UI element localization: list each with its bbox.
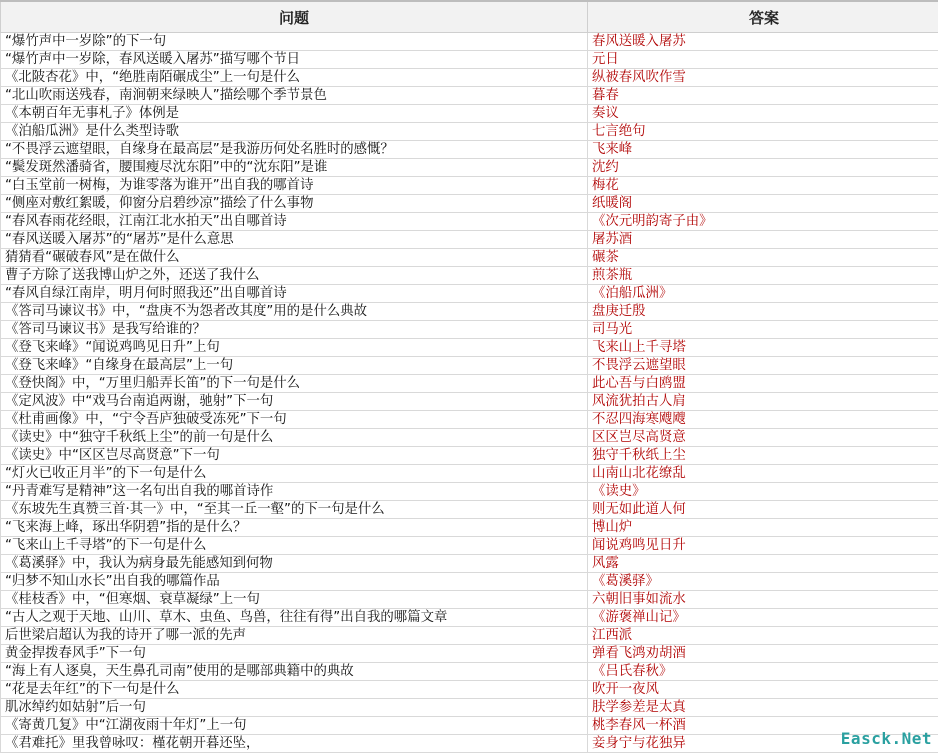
table-row xyxy=(1,87,938,105)
answer-cell[interactable]: 桃李春风一杯酒 xyxy=(588,717,938,735)
question-cell[interactable]: “爆竹声中一岁除”的下一句 xyxy=(1,33,588,51)
question-cell[interactable]: “爆竹声中一岁除，春风送暖入屠苏”描写哪个节日 xyxy=(1,51,588,69)
table-row xyxy=(1,681,938,699)
table-row xyxy=(1,447,938,465)
answer-cell[interactable]: 《游褒禅山记》 xyxy=(588,609,938,627)
question-cell[interactable]: 肌冰绰约如姑射”后一句 xyxy=(1,699,588,717)
question-cell[interactable]: 《登飞来峰》“自缘身在最高层”上一句 xyxy=(1,357,588,375)
table-row xyxy=(1,663,938,681)
answer-cell[interactable]: 暮春 xyxy=(588,87,938,105)
answer-cell[interactable]: 博山炉 xyxy=(588,519,938,537)
table-row xyxy=(1,105,938,123)
table-row xyxy=(1,717,938,735)
table-row xyxy=(1,735,938,753)
column-header-question[interactable]: 问题 xyxy=(1,1,588,33)
table-row xyxy=(1,267,938,285)
question-cell[interactable]: “春风春雨花经眼，江南江北水拍天”出自哪首诗 xyxy=(1,213,588,231)
table-row xyxy=(1,591,938,609)
answer-cell[interactable]: 则无如此道人何 xyxy=(588,501,938,519)
answer-cell[interactable]: 山南山北花缭乱 xyxy=(588,465,938,483)
table-row xyxy=(1,213,938,231)
table-row xyxy=(1,555,938,573)
table-row xyxy=(1,69,938,87)
answer-cell[interactable]: 风露 xyxy=(588,555,938,573)
table-row xyxy=(1,123,938,141)
question-cell[interactable]: 后世梁启超认为我的诗开了哪一派的先声 xyxy=(1,627,588,645)
table-row xyxy=(1,429,938,447)
table-row xyxy=(1,393,938,411)
answer-cell[interactable]: 元日 xyxy=(588,51,938,69)
table-row xyxy=(1,627,938,645)
answer-cell[interactable]: 七言绝句 xyxy=(588,123,938,141)
question-cell[interactable]: 《定风波》中“戏马台南追两谢，驰射”下一句 xyxy=(1,393,588,411)
question-cell[interactable]: 曹子方除了送我博山炉之外，还送了我什么 xyxy=(1,267,588,285)
answer-cell[interactable]: 司马光 xyxy=(588,321,938,339)
answer-cell[interactable]: 六朝旧事如流水 xyxy=(588,591,938,609)
question-cell[interactable]: “北山吹雨送残春，南涧朝来绿映人”描绘哪个季节景色 xyxy=(1,87,588,105)
answer-cell[interactable]: 不忍四海寒飕飕 xyxy=(588,411,938,429)
answer-cell[interactable]: 纸暖阁 xyxy=(588,195,938,213)
question-cell[interactable]: “归梦不知山水长”出自我的哪篇作品 xyxy=(1,573,588,591)
header-row xyxy=(1,1,938,33)
question-cell[interactable]: 《登快阁》中，“万里归船弄长笛”的下一句是什么 xyxy=(1,375,588,393)
answer-cell[interactable]: 《吕氏春秋》 xyxy=(588,663,938,681)
table-row xyxy=(1,483,938,501)
table-row xyxy=(1,699,938,717)
question-cell[interactable]: “古人之观于天地、山川、草木、虫鱼、鸟兽，往往有得”出自我的哪篇文章 xyxy=(1,609,588,627)
table-row xyxy=(1,537,938,555)
answer-cell[interactable]: 梅花 xyxy=(588,177,938,195)
table-row xyxy=(1,177,938,195)
answer-cell[interactable]: 飞来山上千寻塔 xyxy=(588,339,938,357)
table-row xyxy=(1,51,938,69)
answer-cell[interactable]: 春风送暖入屠苏 xyxy=(588,33,938,51)
table-row xyxy=(1,141,938,159)
answer-cell[interactable]: 沈约 xyxy=(588,159,938,177)
question-cell[interactable]: 《答司马谏议书》中，“盘庚不为怨者改其度”用的是什么典故 xyxy=(1,303,588,321)
table-row xyxy=(1,33,938,51)
question-cell[interactable]: 《答司马谏议书》是我写给谁的？ xyxy=(1,321,588,339)
question-cell[interactable]: “飞来海上峰，琢出华阴碧”指的是什么？ xyxy=(1,519,588,537)
table-row xyxy=(1,519,938,537)
answer-cell[interactable]: 不畏浮云遮望眼 xyxy=(588,357,938,375)
question-cell[interactable]: “侧座对敷红絮暖，仰窗分启碧纱凉”描绘了什么事物 xyxy=(1,195,588,213)
answer-cell[interactable]: 《读史》 xyxy=(588,483,938,501)
question-cell[interactable]: 猜猜看“碾破春风”是在做什么 xyxy=(1,249,588,267)
table-row xyxy=(1,465,938,483)
answer-cell[interactable]: 屠苏酒 xyxy=(588,231,938,249)
table-row xyxy=(1,411,938,429)
answer-cell[interactable]: 闻说鸡鸣见日升 xyxy=(588,537,938,555)
question-cell[interactable]: 《泊船瓜洲》是什么类型诗歌 xyxy=(1,123,588,141)
answer-cell[interactable]: 奏议 xyxy=(588,105,938,123)
question-cell[interactable]: 《杜甫画像》中，“宁令吾庐独破受冻死”下一句 xyxy=(1,411,588,429)
question-cell[interactable]: 黄金捍拨春风手”下一句 xyxy=(1,645,588,663)
answer-cell[interactable]: 《次元明韵寄子由》 xyxy=(588,213,938,231)
question-cell[interactable]: 《君难托》里我曾咏叹：槿花朝开暮还坠， xyxy=(1,735,588,753)
table-row xyxy=(1,609,938,627)
answer-cell[interactable]: 独守千秋纸上尘 xyxy=(588,447,938,465)
answer-cell[interactable]: 《泊船瓜洲》 xyxy=(588,285,938,303)
question-cell[interactable]: “灯火已收正月半”的下一句是什么 xyxy=(1,465,588,483)
question-cell[interactable]: 《桂枝香》中，“但寒烟、衰草凝绿”上一句 xyxy=(1,591,588,609)
answer-cell[interactable]: 区区岂尽高贤意 xyxy=(588,429,938,447)
answer-cell[interactable]: 飞来峰 xyxy=(588,141,938,159)
table-row xyxy=(1,501,938,519)
question-cell[interactable]: “春风自绿江南岸，明月何时照我还”出自哪首诗 xyxy=(1,285,588,303)
table-row xyxy=(1,195,938,213)
question-cell[interactable]: 《读史》中“独守千秋纸上尘”的前一句是什么 xyxy=(1,429,588,447)
question-cell[interactable]: 《登飞来峰》“闻说鸡鸣见日升”上句 xyxy=(1,339,588,357)
table-row xyxy=(1,573,938,591)
question-cell[interactable]: “白玉堂前一树梅，为谁零落为谁开”出自我的哪首诗 xyxy=(1,177,588,195)
table-row xyxy=(1,339,938,357)
watermark-logo: Easck.Net xyxy=(841,729,932,748)
question-cell[interactable]: 《东坡先生真赞三首·其一》中，“至其一丘一壑”的下一句是什么 xyxy=(1,501,588,519)
table-row xyxy=(1,357,938,375)
answer-cell[interactable]: 吹开一夜风 xyxy=(588,681,938,699)
column-header-answer[interactable]: 答案 xyxy=(588,1,938,33)
answer-cell[interactable]: 此心吾与白鸥盟 xyxy=(588,375,938,393)
answer-cell[interactable]: 盘庚迁殷 xyxy=(588,303,938,321)
question-cell[interactable]: “春风送暖入屠苏”的“屠苏”是什么意思 xyxy=(1,231,588,249)
table-body xyxy=(1,33,938,753)
question-cell[interactable]: 《寄黄几复》中“江湖夜雨十年灯”上一句 xyxy=(1,717,588,735)
table-row xyxy=(1,375,938,393)
answer-cell[interactable]: 风流犹拍古人肩 xyxy=(588,393,938,411)
question-cell[interactable]: “飞来山上千寻塔”的下一句是什么 xyxy=(1,537,588,555)
question-cell[interactable]: 《读史》中“区区岂尽高贤意”下一句 xyxy=(1,447,588,465)
answer-cell[interactable]: 碾茶 xyxy=(588,249,938,267)
answer-cell[interactable]: 江西派 xyxy=(588,627,938,645)
table-row xyxy=(1,303,938,321)
table-row xyxy=(1,231,938,249)
answer-cell[interactable]: 肤学参差是太真 xyxy=(588,699,938,717)
table-row xyxy=(1,321,938,339)
answer-cell[interactable]: 妾身宁与花独异 xyxy=(588,735,938,753)
answer-cell[interactable]: 《葛溪驿》 xyxy=(588,573,938,591)
question-cell[interactable]: “花是去年红”的下一句是什么 xyxy=(1,681,588,699)
table-row xyxy=(1,285,938,303)
question-cell[interactable]: “海上有人逐臭，天生鼻孔司南”使用的是哪部典籍中的典故 xyxy=(1,663,588,681)
table-row xyxy=(1,249,938,267)
table-row xyxy=(1,159,938,177)
table-row xyxy=(1,645,938,663)
question-cell[interactable]: 《北陂杏花》中，“绝胜南陌碾成尘”上一句是什么 xyxy=(1,69,588,87)
answer-cell[interactable]: 弹看飞鸿劝胡酒 xyxy=(588,645,938,663)
question-cell[interactable]: 《葛溪驿》中，我认为病身最先能感知到何物 xyxy=(1,555,588,573)
question-cell[interactable]: “鬓发斑然潘骑省，腰围瘦尽沈东阳”中的“沈东阳”是谁 xyxy=(1,159,588,177)
answer-cell[interactable]: 纵被春风吹作雪 xyxy=(588,69,938,87)
question-cell[interactable]: “丹青难写是精神”这一名句出自我的哪首诗作 xyxy=(1,483,588,501)
question-cell[interactable]: “不畏浮云遮望眼，自缘身在最高层”是我游历何处名胜时的感慨？ xyxy=(1,141,588,159)
question-cell[interactable]: 《本朝百年无事札子》体例是 xyxy=(1,105,588,123)
answer-cell[interactable]: 煎茶瓶 xyxy=(588,267,938,285)
